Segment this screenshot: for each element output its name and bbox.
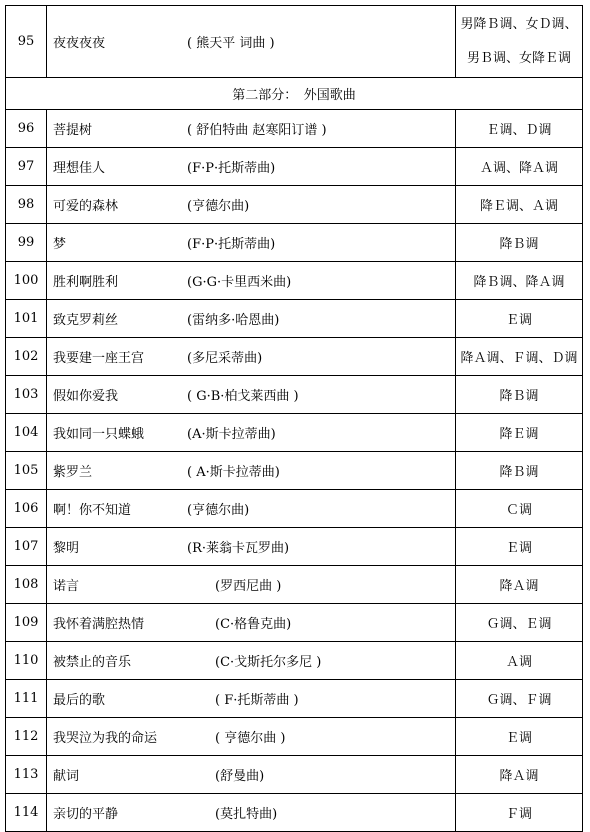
song-number: 101 <box>6 300 47 338</box>
table-row <box>6 794 583 832</box>
song-title: 夜夜夜夜 <box>53 36 106 51</box>
section-header: 第二部分： 外国歌曲 <box>6 78 583 110</box>
song-key: Ｆ调 <box>456 794 583 832</box>
song-number: 111 <box>6 680 47 718</box>
song-title-cell <box>47 6 456 78</box>
song-title-cell <box>47 376 456 414</box>
song-title: 我怀着满腔热情 <box>53 617 145 632</box>
song-number: 108 <box>6 566 47 604</box>
table-row <box>6 110 583 148</box>
song-title-cell <box>47 642 456 680</box>
song-number: 96 <box>6 110 47 148</box>
song-title: 理想佳人 <box>53 161 106 176</box>
song-composer: (F·P·托斯蒂曲) <box>187 237 276 252</box>
song-number: 110 <box>6 642 47 680</box>
song-key: Ｃ调 <box>456 490 583 528</box>
song-title: 致克罗莉丝 <box>53 313 119 328</box>
song-title: 献词 <box>53 769 80 784</box>
song-title-cell <box>47 718 456 756</box>
song-key: 降Ｂ调 <box>456 376 583 414</box>
song-title-cell <box>47 528 456 566</box>
table-row <box>6 148 583 186</box>
song-title-cell <box>47 186 456 224</box>
song-number: 112 <box>6 718 47 756</box>
table-row <box>6 186 583 224</box>
song-title-cell <box>47 110 456 148</box>
song-number: 103 <box>6 376 47 414</box>
song-title-cell <box>47 452 456 490</box>
song-key: 降Ｂ调 <box>456 224 583 262</box>
song-composer: (舒曼曲) <box>215 769 265 784</box>
song-number: 105 <box>6 452 47 490</box>
song-key: Ｅ调 <box>456 718 583 756</box>
song-title: 被禁止的音乐 <box>53 655 132 670</box>
table-row <box>6 642 583 680</box>
song-key: Ｇ调、Ｆ调 <box>456 680 583 718</box>
song-title: 紫罗兰 <box>53 465 93 480</box>
song-title-cell <box>47 262 456 300</box>
song-title: 黎明 <box>53 541 80 556</box>
song-composer: ( F·托斯蒂曲 ) <box>215 693 299 708</box>
song-composer: (R·莱翁卡瓦罗曲) <box>187 541 290 556</box>
song-key-second-line: 男Ｂ调、女降Ｅ调 <box>466 50 571 66</box>
song-title-cell <box>47 148 456 186</box>
song-composer: ( 亨德尔曲 ) <box>215 731 286 746</box>
song-title: 可爱的森林 <box>53 199 119 214</box>
song-title: 诺言 <box>53 579 80 594</box>
song-title-cell <box>47 756 456 794</box>
table-row <box>6 6 583 78</box>
song-number: 102 <box>6 338 47 376</box>
table-row <box>6 224 583 262</box>
song-composer: (C·戈斯托尔多尼 ) <box>215 655 322 670</box>
song-key: 降Ａ调、Ｆ调、Ｄ调 <box>456 338 583 376</box>
song-number: 95 <box>6 6 47 78</box>
song-composer: (莫扎特曲) <box>215 807 278 822</box>
song-title-cell <box>47 794 456 832</box>
song-key: Ｅ调、Ｄ调 <box>456 110 583 148</box>
song-composer: ( 舒伯特曲 赵寒阳订谱 ) <box>187 123 327 138</box>
song-title-cell <box>47 224 456 262</box>
table-row <box>6 414 583 452</box>
table-row <box>6 680 583 718</box>
song-title-cell <box>47 414 456 452</box>
table-row <box>6 528 583 566</box>
song-composer: ( 熊天平 词曲 ) <box>187 36 275 51</box>
song-number: 104 <box>6 414 47 452</box>
song-key: 降Ｂ调 <box>456 452 583 490</box>
song-key: Ｇ调、Ｅ调 <box>456 604 583 642</box>
song-title-cell <box>47 300 456 338</box>
song-composer: (亨德尔曲) <box>187 199 250 214</box>
song-title: 我要建一座王宫 <box>53 351 145 366</box>
song-number: 114 <box>6 794 47 832</box>
table-row <box>6 566 583 604</box>
table-row <box>6 718 583 756</box>
song-title: 我如同一只蝶蛾 <box>53 427 145 442</box>
table-row <box>6 604 583 642</box>
song-composer: (多尼采蒂曲) <box>187 351 263 366</box>
song-number: 106 <box>6 490 47 528</box>
song-composer: (罗西尼曲 ) <box>215 579 282 594</box>
table-row <box>6 300 583 338</box>
song-number: 113 <box>6 756 47 794</box>
song-title-cell <box>47 566 456 604</box>
table-row <box>6 338 583 376</box>
song-composer: (雷纳多·哈恩曲) <box>187 313 280 328</box>
song-title-cell <box>47 338 456 376</box>
song-key-cell <box>456 6 583 78</box>
song-key: Ｅ调 <box>456 528 583 566</box>
song-key: Ｅ调 <box>456 300 583 338</box>
song-composer: ( G·B·柏戈莱西曲 ) <box>187 389 299 404</box>
song-number: 97 <box>6 148 47 186</box>
table-row <box>6 452 583 490</box>
song-composer: (A·斯卡拉蒂曲) <box>187 427 276 442</box>
song-key: 男降Ｂ调、女Ｄ调、 <box>460 16 578 32</box>
table-row <box>6 376 583 414</box>
song-number: 99 <box>6 224 47 262</box>
table-row <box>6 490 583 528</box>
song-number: 109 <box>6 604 47 642</box>
song-key: 降Ａ调 <box>456 756 583 794</box>
section-header-row <box>6 78 583 110</box>
song-title: 梦 <box>53 237 67 252</box>
song-key: 降Ｅ调 <box>456 414 583 452</box>
song-composer: (亨德尔曲) <box>187 503 250 518</box>
song-title: 我哭泣为我的命运 <box>53 731 158 746</box>
song-list-body <box>6 6 583 832</box>
song-composer: (C·格鲁克曲) <box>215 617 292 632</box>
song-key: Ａ调、降Ａ调 <box>456 148 583 186</box>
song-title: 假如你爱我 <box>53 389 119 404</box>
song-title-cell <box>47 680 456 718</box>
song-key: 降Ｂ调、降Ａ调 <box>456 262 583 300</box>
song-title: 最后的歌 <box>53 693 106 708</box>
song-composer: ( A·斯卡拉蒂曲) <box>187 465 280 480</box>
song-title: 啊！你不知道 <box>53 503 132 518</box>
table-row <box>6 756 583 794</box>
song-key: Ａ调 <box>456 642 583 680</box>
song-number: 107 <box>6 528 47 566</box>
song-title-cell <box>47 604 456 642</box>
song-number: 100 <box>6 262 47 300</box>
song-title-cell <box>47 490 456 528</box>
song-title: 胜利啊胜利 <box>53 275 119 290</box>
song-list-table <box>5 5 583 832</box>
song-key: 降Ｅ调、Ａ调 <box>456 186 583 224</box>
song-number: 98 <box>6 186 47 224</box>
song-composer: (F·P·托斯蒂曲) <box>187 161 276 176</box>
table-row <box>6 262 583 300</box>
song-title: 亲切的平静 <box>53 807 119 822</box>
song-composer: (G·G·卡里西米曲) <box>187 275 292 290</box>
song-title: 菩提树 <box>53 123 93 138</box>
song-key: 降Ａ调 <box>456 566 583 604</box>
